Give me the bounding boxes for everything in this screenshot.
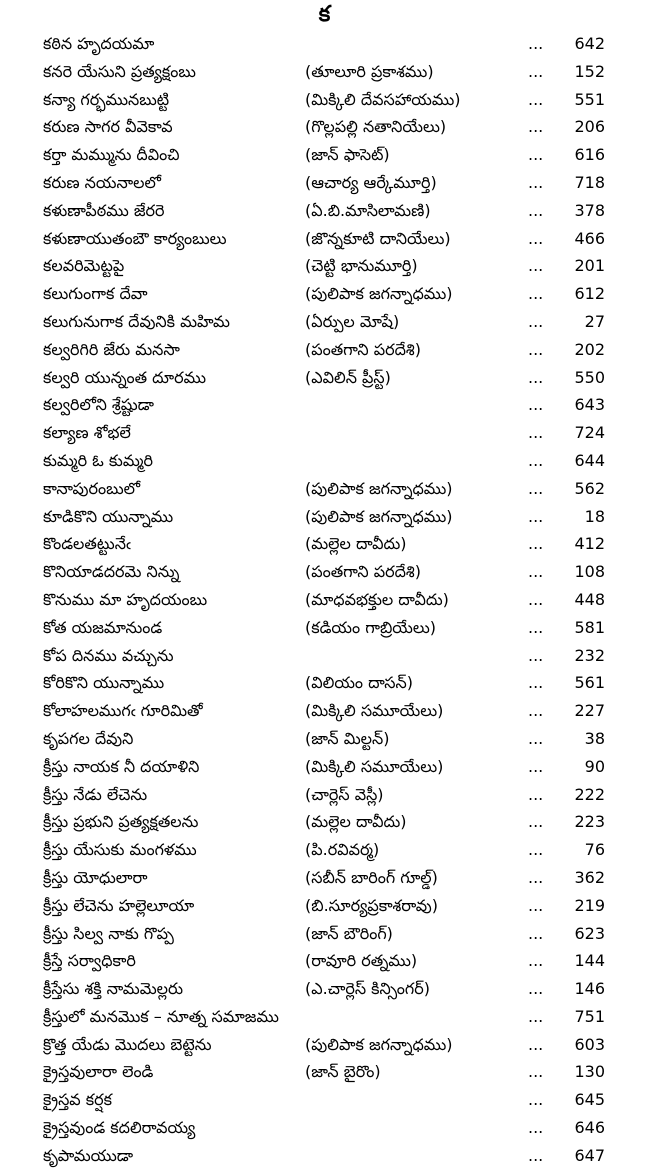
dot-leader: ... [528, 395, 544, 415]
index-entry [0, 669, 649, 697]
page-number: 232 [574, 645, 605, 665]
song-title: కర్తా మమ్మును దీవించి [43, 145, 180, 165]
song-title: కలవరిమెట్టపై [43, 256, 125, 276]
song-author: (సబీన్ బారింగ్ గూల్డ్) [305, 867, 438, 887]
song-author: (మిక్కిలి దేవసహాయము) [305, 89, 461, 109]
song-title: కనరె యేసుని ప్రత్యక్షంబు [43, 61, 196, 81]
song-author: (ఏ.బి.మాసిలామణి) [305, 200, 431, 220]
song-author: (తూలూరి ప్రకాశము) [305, 61, 434, 81]
page-number: 643 [574, 395, 605, 415]
page-number: 223 [574, 812, 605, 832]
index-entry [0, 920, 649, 948]
song-title: కుమ్మరి ఓ కుమ్మరి [43, 450, 153, 470]
song-title: కోరికొని యున్నాము [43, 673, 165, 693]
dot-leader: ... [528, 812, 544, 832]
index-entry [0, 280, 649, 308]
song-author: (జాన్ బైరొం) [305, 1062, 381, 1082]
dot-leader: ... [528, 117, 544, 137]
dot-leader: ... [528, 673, 544, 693]
dot-leader: ... [528, 645, 544, 665]
page-number: 362 [574, 867, 605, 887]
index-entry [0, 975, 649, 1003]
page-number: 645 [574, 1090, 605, 1110]
song-title: క్రైస్తవులారా లెండి [43, 1062, 154, 1082]
song-title: క్రీస్తు ప్రభుని ప్రత్యక్షతలను [43, 812, 199, 832]
song-title: క్రీస్తేసు శక్తి నామమెల్లరు [43, 979, 184, 999]
dot-leader: ... [528, 867, 544, 887]
page-number: 201 [574, 256, 605, 276]
index-entry [0, 391, 649, 419]
dot-leader: ... [528, 979, 544, 999]
song-title: కొనుము మా హృదయంబు [43, 589, 208, 609]
song-author: (జాన్ బౌరింగ్) [305, 923, 393, 943]
dot-leader: ... [528, 1145, 544, 1165]
song-title: కన్యా గర్భమునబుట్టి [43, 89, 170, 109]
dot-leader: ... [528, 200, 544, 220]
page-number: 562 [574, 478, 605, 498]
page-number: 623 [574, 923, 605, 943]
page-number: 202 [574, 339, 605, 359]
song-title: కళుణాపీఠము జేరరె [43, 200, 165, 220]
song-author: (మల్లెల దావీదు) [305, 534, 407, 554]
song-author: (రావూరి రత్నము) [305, 951, 418, 971]
page-number: 550 [574, 367, 605, 387]
index-entry [0, 836, 649, 864]
index-entry [0, 642, 649, 670]
song-author: (మిక్కిలి సమూయేలు) [305, 701, 444, 721]
section-letter-heading: క [318, 2, 331, 27]
index-entry [0, 1086, 649, 1114]
index-entry [0, 530, 649, 558]
song-author: (జాన్ మిల్టన్) [305, 728, 390, 748]
dot-leader: ... [528, 284, 544, 304]
dot-leader: ... [528, 784, 544, 804]
index-entry [0, 1003, 649, 1031]
page-number: 448 [574, 589, 605, 609]
page-number: 227 [574, 701, 605, 721]
page-number: 642 [574, 34, 605, 53]
dot-leader: ... [528, 34, 544, 53]
song-author: (మాధవభక్తుల దావీదు) [305, 589, 449, 609]
song-author: (ఏర్పుల మోషే) [305, 311, 400, 331]
dot-leader: ... [528, 478, 544, 498]
page-number: 76 [584, 840, 605, 860]
dot-leader: ... [528, 701, 544, 721]
song-title: క్రీస్తులో మనమొక – నూత్న సమాజము [43, 1006, 279, 1026]
index-entry [0, 753, 649, 781]
dot-leader: ... [528, 450, 544, 470]
page-number: 18 [584, 506, 605, 526]
dot-leader: ... [528, 840, 544, 860]
index-entry [0, 308, 649, 336]
dot-leader: ... [528, 951, 544, 971]
page-number: 130 [574, 1062, 605, 1082]
song-author: (పులిపాక జగన్నాధము) [305, 284, 453, 304]
page-number: 646 [574, 1118, 605, 1138]
song-author: (పులిపాక జగన్నాధము) [305, 506, 453, 526]
song-author: (పంతగాని పరదేశి) [305, 562, 421, 582]
index-entry [0, 781, 649, 809]
song-index-list [0, 30, 649, 1170]
song-author: (ఎ.చార్లెస్ కిన్సింగర్) [305, 979, 430, 999]
dot-leader: ... [528, 1090, 544, 1110]
dot-leader: ... [528, 339, 544, 359]
song-title: క్రైస్తవుండ కదలిరావయ్య [43, 1118, 196, 1138]
page-number: 616 [574, 145, 605, 165]
index-entry [0, 225, 649, 253]
song-title: కలుగుంగాక దేవా [43, 284, 148, 304]
page-number: 378 [574, 200, 605, 220]
song-title: కరుణ నయనాలలో [43, 172, 161, 192]
song-title: కఠిన హృదయమా [43, 34, 155, 53]
song-title: కోలాహలముగఁ గూరిమితో [43, 701, 203, 721]
index-entry [0, 419, 649, 447]
page-number: 724 [574, 423, 605, 443]
index-entry [0, 336, 649, 364]
song-title: కల్వరిగిరి జేరు మనసా [43, 339, 180, 359]
page-number: 644 [574, 450, 605, 470]
dot-leader: ... [528, 728, 544, 748]
dot-leader: ... [528, 367, 544, 387]
song-title: కళుణాయుతంబౌ కార్యంబులు [43, 228, 227, 248]
page-number: 581 [574, 617, 605, 637]
index-entry [0, 1058, 649, 1086]
dot-leader: ... [528, 895, 544, 915]
song-author: (గొల్లపల్లి నతానియేలు) [305, 117, 447, 137]
page-number: 561 [574, 673, 605, 693]
dot-leader: ... [528, 923, 544, 943]
song-title: కొనియాడదరమె నిన్ను [43, 562, 180, 582]
page-number: 466 [574, 228, 605, 248]
song-author: (కడియం గాబ్రియేలు) [305, 617, 436, 637]
dot-leader: ... [528, 89, 544, 109]
song-title: క్రీస్తు లేచెను హల్లెలూయా [43, 895, 195, 915]
song-title: క్రీస్తు సిల్వ నాకు గొప్ప [43, 923, 174, 943]
song-title: క్రీస్తు నాయక నీ దయాళిని [43, 756, 200, 776]
song-title: కల్యాణ శోభలే [43, 423, 131, 443]
dot-leader: ... [528, 1006, 544, 1026]
index-entry [0, 169, 649, 197]
index-entry [0, 252, 649, 280]
song-author: (విలియం దాసన్) [305, 673, 413, 693]
page-number: 603 [574, 1034, 605, 1054]
index-entry [0, 197, 649, 225]
index-entry [0, 503, 649, 531]
dot-leader: ... [528, 228, 544, 248]
page-number: 222 [574, 784, 605, 804]
index-entry [0, 30, 649, 58]
index-entry [0, 808, 649, 836]
index-entry [0, 586, 649, 614]
index-entry [0, 558, 649, 586]
song-author: (చెట్టి భానుమూర్తి) [305, 256, 418, 276]
page-number: 718 [574, 172, 605, 192]
song-title: కరుణ సాగర వీవెకావ [43, 117, 173, 137]
page-number: 38 [584, 728, 605, 748]
index-entry [0, 86, 649, 114]
song-title: కలుగునుగాక దేవునికి మహిమ [43, 311, 230, 331]
dot-leader: ... [528, 562, 544, 582]
song-title: కృపామయుడా [43, 1145, 134, 1165]
page-number: 412 [574, 534, 605, 554]
page-number: 612 [574, 284, 605, 304]
song-title: క్రీస్తు యోధులారా [43, 867, 148, 887]
page-number: 146 [574, 979, 605, 999]
song-author: (మిక్కిలి సమూయేలు) [305, 756, 444, 776]
index-entry [0, 697, 649, 725]
index-entry [0, 141, 649, 169]
song-title: కోత యజమానుండ [43, 617, 163, 637]
dot-leader: ... [528, 1118, 544, 1138]
page-number: 219 [574, 895, 605, 915]
page-number: 144 [574, 951, 605, 971]
song-author: (జాన్ ఫాసెట్) [305, 145, 390, 165]
dot-leader: ... [528, 756, 544, 776]
song-title: కల్వరిలోని శ్రేష్టుడా [43, 395, 154, 415]
index-entry [0, 947, 649, 975]
song-author: (పులిపాక జగన్నాధము) [305, 1034, 453, 1054]
index-entry [0, 364, 649, 392]
song-title: కానాపురంబులో [43, 478, 141, 498]
index-entry [0, 1114, 649, 1142]
index-entry [0, 113, 649, 141]
song-author: (ఆచార్య ఆర్కేమూర్తి) [305, 172, 437, 192]
page-number: 90 [584, 756, 605, 776]
index-entry [0, 864, 649, 892]
song-author: (జొన్నకూటి దానియేలు) [305, 228, 451, 248]
song-title: క్రైస్తవ కర్షక [43, 1090, 112, 1110]
dot-leader: ... [528, 256, 544, 276]
dot-leader: ... [528, 506, 544, 526]
song-author: (పి.రవివర్మ) [305, 840, 380, 860]
page-number: 27 [584, 311, 605, 331]
page-number: 647 [574, 1145, 605, 1165]
song-title: క్రీస్తే సర్వాధికారి [43, 951, 136, 971]
song-title: కొండలతట్టునేఁ [43, 534, 131, 554]
dot-leader: ... [528, 1034, 544, 1054]
song-title: కోప దినము వచ్చును [43, 645, 174, 665]
song-author: (బి.సూర్యప్రకాశరావు) [305, 895, 438, 915]
song-title: క్రొత్త యేడు మొదలు బెట్టెను [43, 1034, 212, 1054]
song-author: (పులిపాక జగన్నాధము) [305, 478, 453, 498]
index-entry [0, 892, 649, 920]
song-author: (ఎవిలిన్ ప్రీస్ట్) [305, 367, 391, 387]
dot-leader: ... [528, 589, 544, 609]
dot-leader: ... [528, 423, 544, 443]
index-entry [0, 614, 649, 642]
page-number: 108 [574, 562, 605, 582]
song-title: క్రీస్తు యేసుకు మంగళము [43, 840, 197, 860]
song-title: కల్వరి యున్నంత దూరము [43, 367, 207, 387]
page-number: 152 [574, 61, 605, 81]
index-entry [0, 447, 649, 475]
song-author: (చార్లెస్ వెస్లీ) [305, 784, 384, 804]
dot-leader: ... [528, 617, 544, 637]
dot-leader: ... [528, 311, 544, 331]
dot-leader: ... [528, 145, 544, 165]
page-number: 206 [574, 117, 605, 137]
song-author: (మల్లెల దావీదు) [305, 812, 407, 832]
dot-leader: ... [528, 534, 544, 554]
page-number: 551 [574, 89, 605, 109]
index-entry [0, 475, 649, 503]
dot-leader: ... [528, 172, 544, 192]
index-entry [0, 1142, 649, 1170]
song-author: (పంతగాని పరదేశి) [305, 339, 421, 359]
song-title: క్రీస్తు నేడు లేచెను [43, 784, 148, 804]
song-title: కూడికొని యున్నాము [43, 506, 174, 526]
song-title: కృపగల దేవుని [43, 728, 134, 748]
index-entry [0, 725, 649, 753]
index-entry [0, 58, 649, 86]
index-entry [0, 1031, 649, 1059]
page-number: 751 [574, 1006, 605, 1026]
dot-leader: ... [528, 1062, 544, 1082]
dot-leader: ... [528, 61, 544, 81]
